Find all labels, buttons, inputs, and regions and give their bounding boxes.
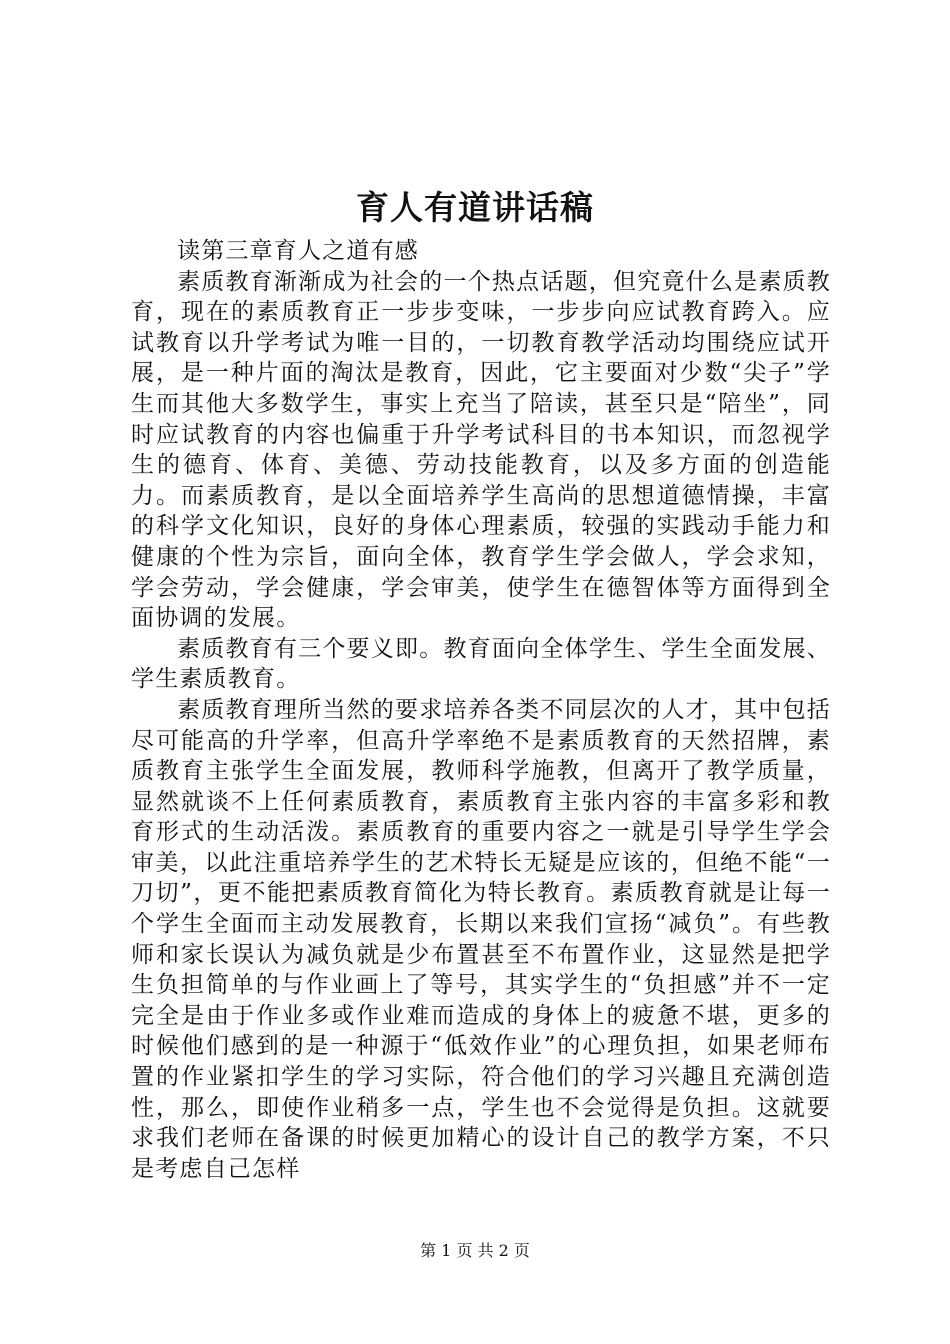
paragraph: 素质教育理所当然的要求培养各类不同层次的人才，其中包括尽可能高的升学率，但高升学率绝不是素质教育的天然招牌，素质教育主张学生全面发展，教师科学施教，但离开了教学质量，显然就谈不上任何素质教育，素质教育主张内容的丰富多彩和教育形式的生动活泼。素质教育的重要内容之一就是引导学生学会审美，以此注重培养学生的艺术特长无疑是应该的，但绝不能“一刀切”，更不能把素质教育简化为特长教育。素质教育就是让每一个学生全面而主动发展教育，长期以来我们宣扬“减负”。有些教师和家长误认为减负就是少布置甚至不布置作业，这显然是把学生负担简单的与作业画上了等号，其实学生的“负担感”并不一定完全是由于作业多或作业难而造成的身体上的疲惫不堪，更多的时候他们感到的是一种源于“低效作业”的心理负担，如果老师布置的作业紧扣学生的学习实际，符合他们的学习兴趣且充满创造性，那么，即使作业稍多一点，学生也不会觉得是负担。这就要求我们老师在备课的时候更加精心的设计自己的教学方案，不只是考虑自己怎样 <box>131 696 831 1182</box>
paragraph: 素质教育渐渐成为社会的一个热点话题，但究竟什么是素质教育，现在的素质教育正一步步变味，一步步向应试教育跨入。应试教育以升学考试为唯一目的，一切教育教学活动均围绕应试开展，是一种片面的淘汰是教育，因此，它主要面对少数“尖子”学生而其他大多数学生，事实上充当了陪读，甚至只是“陪坐”，同时应试教育的内容也偏重于升学考试科目的书本知识，而忽视学生的德育、体育、美德、劳动技能教育，以及多方面的创造能力。而素质教育，是以全面培养学生高尚的思想道德情操，丰富的科学文化知识，良好的身体心理素质，较强的实践动手能力和健康的个性为宗旨，面向全体，教育学生学会做人，学会求知，学会劳动，学会健康，学会审美，使学生在德智体等方面得到全面协调的发展。 <box>131 268 831 632</box>
paragraph: 素质教育有三个要义即。教育面向全体学生、学生全面发展、学生素质教育。 <box>131 635 831 693</box>
document-title: 育人有道讲话稿 <box>356 188 594 227</box>
paragraph-subtitle: 读第三章育人之道有感 <box>177 238 419 264</box>
page-number-footer: 第 1 页 共 2 页 <box>420 1241 530 1260</box>
document-body <box>131 236 831 1184</box>
